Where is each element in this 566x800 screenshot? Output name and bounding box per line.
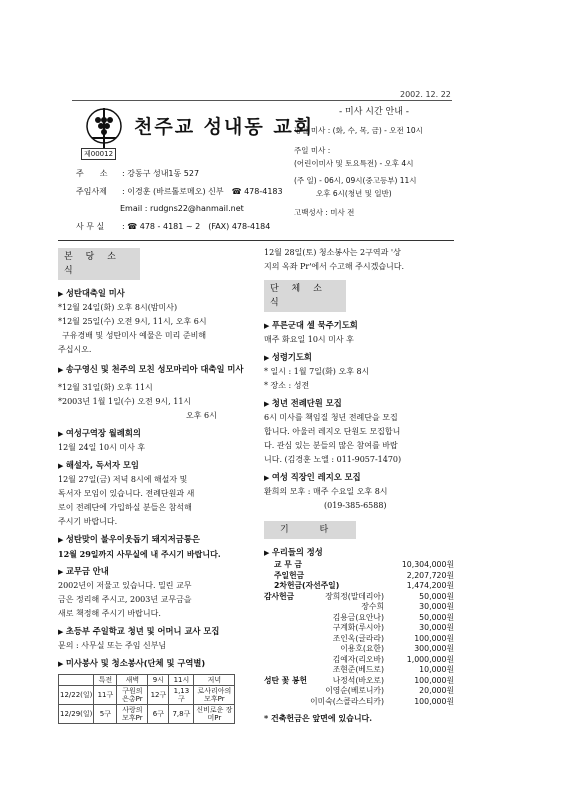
text-line: 주십시오. — [58, 345, 92, 354]
table-cell: 6구 — [148, 705, 169, 724]
table-cell: 새벽 — [117, 675, 148, 686]
christmas-mass-heading: ▶ 성탄대축일 미사 — [58, 286, 248, 301]
table-cell: 12구 — [148, 686, 169, 705]
donation-label: 성탄 꽃 봉헌 — [264, 675, 308, 685]
donation-label: 주일헌금 — [274, 570, 305, 580]
building-note: * 건축헌금은 앞면에 있습니다. — [264, 713, 373, 723]
text-line: 매주 화요일 10시 미사 후 — [264, 335, 354, 344]
office-line: 사 무 실 : ☎ 478 - 4181 ~ 2 (FAX) 478-4184 — [76, 222, 271, 231]
text-line: 새로 책정해 주시기 바랍니다. — [58, 609, 161, 618]
table-cell: 사랑의 모후Pr — [117, 705, 148, 724]
tithe-heading: ▶ 교무금 안내 — [58, 564, 248, 579]
table-cell: 로사리아의 모후Pr — [194, 686, 235, 705]
donation-row — [264, 686, 454, 697]
text-line: *2003년 1월 1일(수) 오전 9시, 11시 — [58, 397, 192, 406]
table-cell: 신비로운 장미Pr — [194, 705, 235, 724]
text-line: 6시 미사를 책임질 청년 전례단을 모집 — [264, 413, 398, 422]
donation-list — [264, 560, 454, 707]
donor-name: 김용금(요안나) — [332, 612, 384, 622]
donation-label: 감사헌금 — [264, 591, 295, 601]
text-line: 로이 전례단에 가입하실 분들은 참석해 — [58, 503, 192, 512]
donation-amount: 20,000원 — [419, 686, 454, 695]
lector-meeting-heading: ▶ 해설자, 독서자 모임 — [58, 458, 248, 473]
table-cell: 구원의 은총Pr — [117, 686, 148, 705]
women-meeting-heading: ▶ 여성구역장 월례회의 — [58, 426, 248, 441]
donation-row — [264, 655, 454, 666]
donor-name: 구계화(루시아) — [332, 623, 384, 632]
text-line: 12월 27일(금) 저녁 8시에 해설자 및 — [58, 475, 188, 484]
section-etc: 기 타 — [264, 521, 356, 539]
text-line: 구유경배 및 성탄미사 예물은 미리 준비해 — [62, 331, 207, 340]
text-line: 12월 28일(토) 청소봉사는 2구역과 '상 — [264, 248, 401, 257]
bulletin-date: 2002. 12. 22 — [400, 90, 451, 99]
blue-army-heading: ▶ 푸른군대 셀 묵주기도회 — [264, 318, 454, 333]
text-line: 문의 : 사무실 또는 주임 신부님 — [58, 641, 167, 650]
table-cell: 특전 — [94, 675, 117, 686]
table-cell: 5구 — [94, 705, 117, 724]
address-line: 주 소 : 강동구 성내1동 527 — [76, 169, 200, 178]
donation-amount: 10,000원 — [419, 665, 454, 674]
donation-amount: 300,000원 — [414, 644, 454, 653]
spirit-prayer-heading: ▶ 성령기도회 — [264, 350, 454, 365]
donor-name: 이영순(베로니카) — [325, 686, 384, 695]
table-cell — [59, 675, 94, 686]
pastor-line: 주임사제 : 이경훈 (바르톨로메오) 신부 ☎ 478-4183 — [76, 187, 283, 196]
table-header-row — [59, 675, 235, 686]
text-line: *12월 24일(화) 오후 8시(밤미사) — [58, 303, 178, 312]
donation-amount: 30,000원 — [419, 602, 454, 611]
donation-row — [264, 665, 454, 676]
grape-cross-logo-icon — [84, 106, 124, 150]
service-heading: ▶ 미사봉사 및 청소봉사(단체 및 구역별) — [58, 656, 248, 671]
text-line: 독서자 모임이 있습니다. 전례단원과 새 — [58, 489, 195, 498]
text-line: 12월 29일까지 사무실에 내 주시기 바랍니다. — [58, 549, 221, 559]
donation-row — [264, 592, 454, 603]
text-line: 주시기 바랍니다. — [58, 517, 118, 526]
donation-row — [264, 571, 454, 582]
donor-name: 나정석(바오로) — [332, 675, 384, 685]
donor-name: 이용호(요한) — [340, 644, 384, 653]
donor-name: 장수희 — [361, 602, 384, 611]
header-divider — [58, 240, 454, 241]
donation-row — [264, 644, 454, 655]
mass-line: 오후 6시(청년 및 일반) — [316, 189, 392, 198]
text-line: *12월 25일(수) 오전 9시, 11시, 오후 6시 — [58, 317, 207, 326]
text-line: 12월 24일 10시 미사 후 — [58, 443, 146, 452]
mass-line: 고백성사 : 미사 전 — [294, 208, 355, 217]
issue-number: 제00012 — [81, 148, 116, 160]
donation-amount: 30,000원 — [419, 623, 454, 632]
donation-row — [264, 676, 454, 687]
mass-line: 평일 미사 : (화, 수, 목, 금) - 오전 10시 — [294, 126, 423, 135]
donation-amount: 50,000원 — [419, 591, 454, 601]
text-line: 오후 6시 — [186, 411, 217, 420]
donation-row — [264, 581, 454, 592]
donation-label: 교 무 금 — [274, 560, 303, 569]
donor-name: 조인옥(글라라) — [332, 633, 384, 643]
mass-line: (주 일) - 06시, 09시(중고등부) 11시 — [294, 176, 417, 185]
table-cell: 1,13구 — [169, 686, 194, 705]
table-row — [59, 705, 235, 724]
table-cell: 12/22(일) — [59, 686, 94, 705]
service-schedule-table — [58, 674, 235, 724]
text-line: * 장소 : 성전 — [264, 381, 310, 390]
text-line: 니다. (김경훈 노엘 : 011-9057-1470) — [264, 455, 402, 464]
teacher-recruit-heading: ▶ 초등부 주일학교 청년 및 어머니 교사 모집 — [58, 624, 248, 639]
table-cell: 11시 — [169, 675, 194, 686]
donation-amount: 100,000원 — [414, 633, 454, 643]
top-rule — [72, 100, 452, 101]
donor-name: 조현준(베드로) — [332, 665, 384, 674]
donor-name: 장희정(말데리아) — [325, 591, 384, 601]
text-line: 2002년이 저물고 있습니다. 밀린 교무 — [58, 581, 192, 590]
table-cell: 11구 — [94, 686, 117, 705]
donation-amount: 1,474,200원 — [406, 581, 454, 590]
finance-heading: ▶ 우리들의 정성 — [264, 545, 454, 560]
table-cell: 9시 — [148, 675, 169, 686]
donation-row — [264, 602, 454, 613]
section-group-news: 단 체 소 식 — [264, 280, 346, 312]
text-line: 지의 옥좌 Pr'에서 수고해 주시겠습니다. — [264, 262, 405, 271]
donation-label: 2차헌금(자선주일) — [274, 581, 340, 590]
text-line: * 일시 : 1월 7일(화) 오후 8시 — [264, 367, 370, 376]
left-column — [58, 246, 248, 724]
text-line: 다. 관심 있는 분들의 많은 참여를 바랍 — [264, 441, 398, 450]
text-line: 합니다. 아울러 레지오 단원도 모집합니 — [264, 427, 401, 436]
text-line: *12월 31일(화) 오후 11시 — [58, 383, 153, 392]
text-line: (019-385-6588) — [324, 501, 387, 510]
table-cell: 저녁 — [194, 675, 235, 686]
donation-amount: 1,000,000원 — [406, 654, 454, 664]
donation-amount: 100,000원 — [414, 696, 454, 706]
charity-heading: ▶ 성탄맞이 불우이웃돕기 돼지저금통은 — [58, 532, 248, 547]
donor-name: 이미숙(스콜라스티카) — [310, 696, 384, 706]
right-column — [264, 246, 454, 725]
youth-recruit-heading: ▶ 청년 전례단원 모집 — [264, 396, 454, 411]
email-line: Email : rudgns22@hanmail.net — [120, 204, 244, 213]
section-parish-news: 본 당 소 식 — [58, 248, 140, 280]
mass-line: 주일 미사 : — [294, 146, 331, 155]
table-cell: 7,8구 — [169, 705, 194, 724]
mass-times-title: - 미사 시간 안내 - — [338, 107, 410, 117]
donation-row — [264, 560, 454, 571]
parish-title: 천주교 성내동 교회 — [134, 116, 315, 138]
donation-row — [264, 613, 454, 624]
donor-name: 김예자(리오바) — [332, 654, 384, 664]
table-row — [59, 686, 235, 705]
text-line: 금은 정리해 주시고, 2003년 교무금을 — [58, 595, 192, 604]
donation-row — [264, 623, 454, 634]
mass-times-box — [294, 104, 454, 220]
mass-line: (어린이미사 및 토요특전) - 오후 4시 — [294, 159, 414, 168]
donation-amount: 100,000원 — [414, 675, 454, 685]
donation-row — [264, 697, 454, 708]
newyear-mass-heading: ▶ 송구영신 및 천주의 모친 성모마리아 대축일 미사 — [58, 362, 248, 377]
donation-row — [264, 634, 454, 645]
legio-recruit-heading: ▶ 여성 직장인 레지오 모집 — [264, 470, 454, 485]
donation-amount: 10,304,000원 — [401, 560, 454, 569]
table-cell: 12/29(일) — [59, 705, 94, 724]
donation-amount: 50,000원 — [419, 612, 454, 622]
donation-amount: 2,207,720원 — [406, 570, 454, 580]
text-line: 환희의 모후 : 매주 수요일 오후 8시 — [264, 487, 388, 496]
